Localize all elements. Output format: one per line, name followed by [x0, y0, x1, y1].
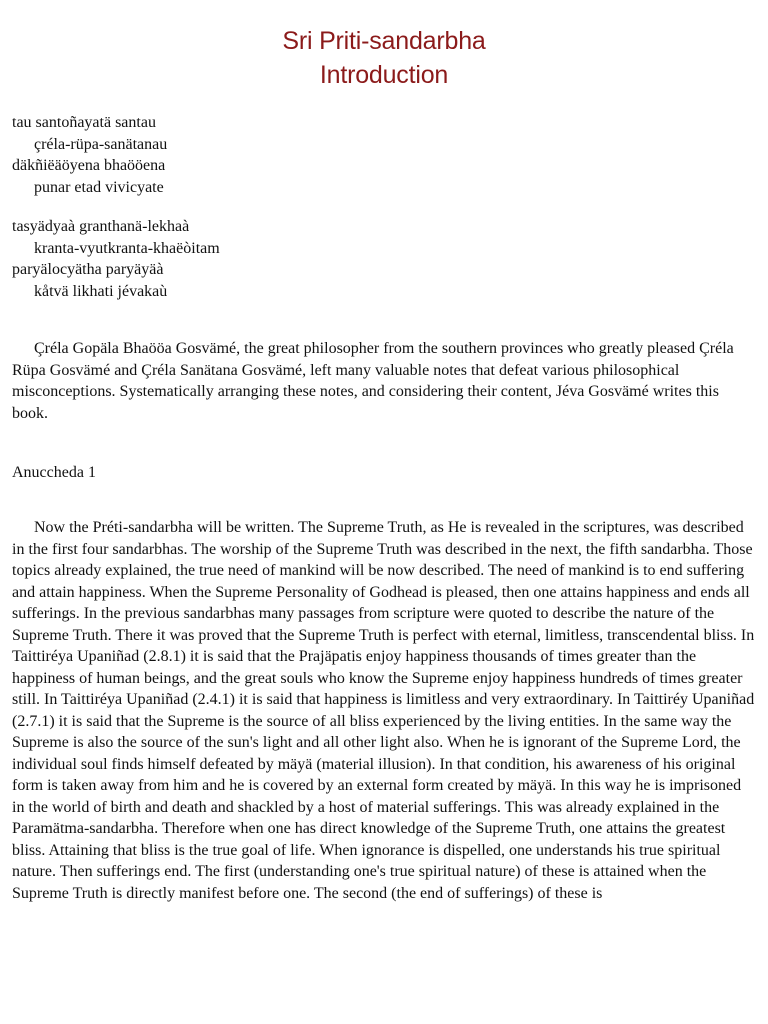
verse-line: kåtvä likhati jévakaù — [34, 282, 168, 300]
verse-line: punar etad vivicyate — [34, 178, 164, 196]
verse-line: çréla-rüpa-sanätanau — [34, 135, 168, 153]
verse-line: kranta-vyutkranta-khaëòitam — [34, 239, 220, 257]
verse-line: tasyädyaà granthanä-lekhaà — [12, 218, 190, 235]
intro-paragraph: Çréla Gopäla Bhaööa Gosvämé, the great philosopher from the southern provinces who greatly pleased Çréla Rüpa Gosvämé and Çréla Sanätana Gosvämé, left many valuable notes that defeat various philosophical misconceptions. Systematically arranging these notes, and considering their content, Jéva Gosvämé writes this book. — [12, 340, 734, 422]
document-subtitle: Introduction — [319, 61, 449, 89]
verse-line: paryälocyätha paryäyäà — [12, 261, 164, 278]
verse-block-1 — [12, 112, 167, 198]
document-title: Sri Priti-sandarbha — [282, 27, 486, 55]
verse-block-2 — [12, 216, 220, 302]
section-heading: Anuccheda 1 — [12, 464, 96, 481]
body-paragraph: Now the Préti-sandarbha will be written. The Supreme Truth, as He is revealed in the scriptures, was described in the first four sandarbhas. The worship of the Supreme Truth was described in the next, the fifth sandarbha. Those topics already explained, the true need of mankind will be now described. The need of mankind is to end suffering and attain happiness. When the Supreme Personality of Godhead is pleased, then one attains happiness and ends all sufferings. In the previous sandarbhas many passages from scripture were quoted to describe the nature of the Supreme Truth. There it was proved that the Supreme Truth is perfect with eternal, limitless, transcendental bliss. In Taittiréya Upaniñad (2.8.1) it is said that the Prajäpatis enjoy happiness thousands of times greater than the happiness of human beings, and the great souls who know the Supreme enjoy happiness hundreds of times greater still. In Taittiréya Upaniñad (2.4.1) it is said that happiness is limitless and very extraordinary. In Taittiréy Upaniñad (2.7.1) it is said that the Supreme is the source of all bliss experienced by the living entities. In the same way the Supreme is also the source of the sun's light and all other light also. When he is ignorant of the Supreme Lord, the individual soul finds himself defeated by mäyä (material illusion). In that condition, his awareness of his original form is taken away from him and he is covered by an external form created by mäyä. In this way he is imprisoned in the world of birth and death and shackled by a host of material sufferings. This was already explained in the Paramätma-sandarbha. Therefore when one has direct knowledge of the Supreme Truth, one attains the greatest bliss. Attaining that bliss is the true goal of life. When ignorance is dispelled, one understands his true spiritual nature. Then sufferings end. The first (understanding one's true spiritual nature) of these is attained when the Supreme Truth is directly manifest before one. The second (the end of sufferings) of these is — [12, 519, 755, 902]
verse-line: däkñiëäöyena bhaööena — [12, 157, 166, 174]
verse-line: tau santoñayatä santau — [12, 114, 156, 131]
